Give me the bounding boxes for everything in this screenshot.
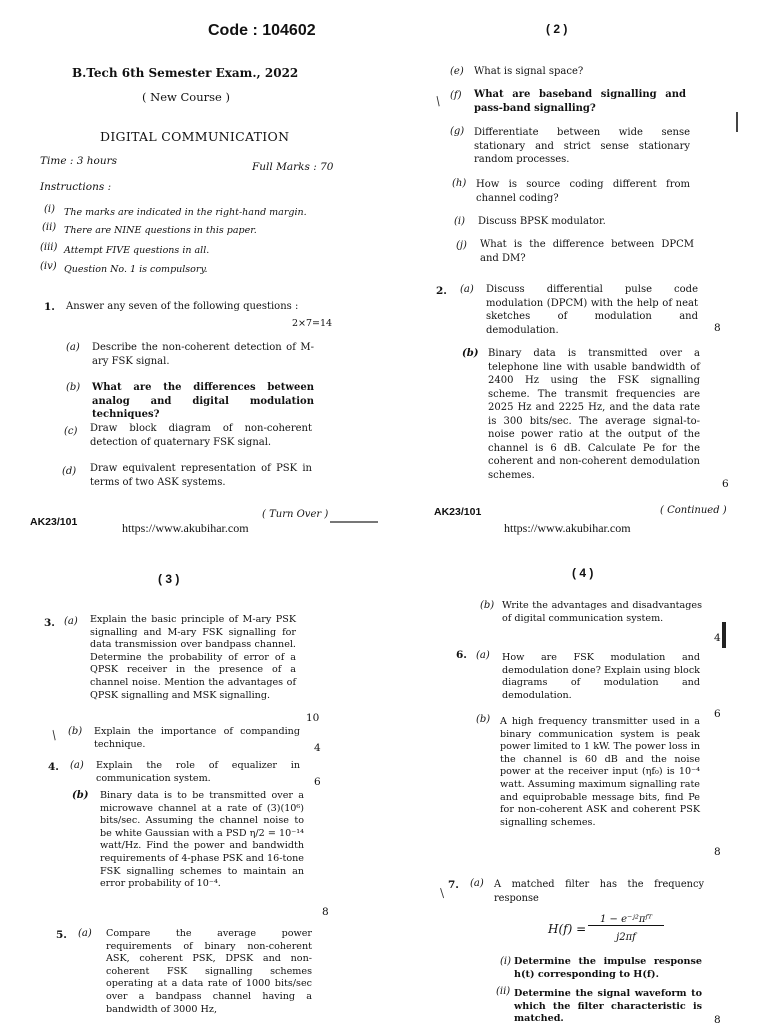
subpart-label: (ii): [496, 986, 511, 997]
instruction-number: (iv): [40, 261, 57, 272]
footer-code: AK23/101: [30, 516, 78, 528]
part-text: Write the advantages and disadvantages of digital communication system.: [502, 600, 702, 624]
source-url: https://www.akubihar.com: [122, 521, 249, 535]
question-number: 1.: [44, 301, 55, 313]
full-marks-label: Full Marks : 70: [252, 161, 334, 173]
subpart-label: (i): [500, 956, 512, 967]
course-label: ( New Course ): [142, 90, 230, 104]
part-label: (c): [64, 426, 78, 437]
part-text: A matched filter has the frequency response: [494, 879, 704, 904]
page-2: [384, 0, 768, 540]
part-text: Explain the basic principle of M-ary PSK signalling and M-ary FSK signalling for data transmission over bandpass channel. Determine the probability of error of a QPSK receiver in the presence of a channel noise. Mention the advantages of QPSK signalling and MSK signalling.: [90, 614, 296, 701]
part-label: (b): [72, 790, 89, 801]
part-text: How is source coding different from channel coding?: [476, 179, 690, 204]
part-text: Explain the role of equalizer in communication system.: [96, 760, 300, 784]
part-text: How are FSK modulation and demodulation done? Explain using block diagrams of modulation and demodulation.: [502, 652, 700, 701]
question-number: 4.: [48, 761, 59, 773]
part-label: (a): [66, 342, 80, 353]
question-number: 7.: [448, 879, 459, 891]
page-4: [384, 540, 768, 1024]
part-text: What are baseband signalling and pass-band signalling?: [474, 89, 686, 114]
part-label: (a): [64, 616, 78, 627]
instruction-text: Question No. 1 is compulsory.: [64, 264, 208, 275]
part-label: (a): [70, 760, 84, 771]
part-text: Differentiate between wide sense stationary and strict sense stationary random processes.: [474, 127, 690, 165]
part-label: (f): [450, 90, 462, 101]
question-text: Answer any seven of the following questions :: [66, 301, 299, 312]
footer-rule: [330, 521, 378, 523]
question-number: 3.: [44, 617, 55, 629]
part-text: A high frequency transmitter used in a binary communication system is peak power limited to 1 kW. The power loss in the channel is 60 dB and the noise power at the receiver input (ηf₀) is 10⁻⁴ watt. Assuming maximum signalling rate and equiprobable message bits, find Pe for non-coherent ASK and coherent PSK signalling schemes.: [500, 716, 700, 828]
page-number: ( 2 ): [546, 22, 568, 36]
part-label: (g): [450, 126, 465, 137]
time-label: Time : 3 hours: [40, 155, 118, 167]
exam-title: B.Tech 6th Semester Exam., 2022: [72, 66, 299, 80]
instructions-heading: Instructions :: [40, 181, 112, 193]
part-marks: 8: [714, 846, 721, 858]
question-marks: 2×7=14: [292, 318, 333, 329]
part-text: Draw block diagram of non-coherent detection of quaternary FSK signal.: [90, 423, 312, 448]
page-number: ( 3 ): [158, 572, 180, 586]
pen-mark: /: [48, 727, 60, 743]
instruction-text: The marks are indicated in the right-hand margin.: [64, 207, 307, 218]
part-label: (b): [66, 382, 81, 393]
part-label: (j): [456, 240, 467, 251]
part-marks: 6: [314, 776, 321, 788]
part-text: Discuss differential pulse code modulation (DPCM) with the help of neat sketches of modulation and demodulation.: [486, 284, 698, 336]
part-label: (b): [480, 600, 495, 611]
part-marks: 8: [714, 322, 721, 334]
subpart-text: Determine the impulse response h(t) corresponding to H(f).: [514, 956, 702, 980]
part-marks: 8: [322, 906, 329, 918]
part-marks: 6: [722, 478, 729, 490]
part-marks: 8: [714, 1014, 721, 1024]
part-text: What is signal space?: [474, 66, 584, 77]
page-3: [0, 540, 384, 1024]
question-number: 6.: [456, 649, 467, 661]
formula-numerator: 1 − e⁻ʲ²πᶠᵀ: [588, 914, 664, 926]
instruction-number: (ii): [42, 222, 57, 233]
subject-title: DIGITAL COMMUNICATION: [100, 129, 290, 144]
part-label: (h): [452, 178, 467, 189]
pen-mark: /: [436, 886, 448, 900]
source-url: https://www.akubihar.com: [504, 521, 631, 535]
part-text: Binary data is transmitted over a telephone line with usable bandwidth of 2400 Hz using the FSK signalling scheme. The transmit frequencies are 2025 Hz and 2225 Hz, and the data rate is 300 bits/sec. The average signal-to-noise power ratio at the output of the channel is 6 dB. Calculate Pe for the coherent and non-coherent demodulation schemes.: [488, 348, 700, 481]
part-marks: 4: [314, 742, 321, 754]
question-number: 2.: [436, 285, 447, 297]
part-label: (a): [460, 284, 474, 295]
part-label: (a): [470, 878, 484, 889]
part-text: Describe the non-coherent detection of M-ary FSK signal.: [92, 342, 314, 367]
page-number: ( 4 ): [572, 566, 594, 580]
instruction-text: There are NINE questions in this paper.: [64, 225, 257, 236]
part-label: (b): [476, 714, 491, 725]
page-1: [0, 0, 384, 540]
part-label: (a): [476, 650, 490, 661]
formula-denominator: j2πf: [616, 932, 636, 943]
part-label: (e): [450, 66, 464, 77]
part-marks: 4: [714, 632, 721, 644]
part-text: Discuss BPSK modulator.: [478, 216, 606, 227]
subpart-text: Determine the signal waveform to which the filter characteristic is matched.: [514, 988, 702, 1024]
part-text: Binary data is to be transmitted over a microwave channel at a rate of (3)(10⁶) bits/sec. Assuming the channel noise to be white Gaussian with a PSD η/2 = 10⁻¹⁴ watt/Hz. Find the power and bandwidth requirements of 4-phase PSK and 16-tone FSK signalling schemes to maintain an error probability of 10⁻⁴.: [100, 790, 304, 890]
part-text: What are the differences between analog and digital modulation techniques?: [92, 382, 314, 420]
pen-mark: /: [432, 93, 444, 109]
part-label: (b): [462, 348, 479, 359]
part-label: (d): [62, 466, 77, 477]
turn-over-label: ( Turn Over ): [262, 509, 329, 520]
formula-lhs: H(f) =: [548, 922, 587, 936]
part-text: Explain the importance of companding technique.: [94, 726, 300, 750]
part-label: (a): [78, 928, 92, 939]
footer-code: AK23/101: [434, 506, 482, 518]
part-label: (b): [68, 726, 83, 737]
continued-label: ( Continued ): [660, 505, 727, 516]
part-text: Compare the average power requirements of binary non-coherent ASK, coherent PSK, DPSK and non-coherent FSK signalling schemes operating at a data rate of 1000 bits/sec over a bandpass channel having a bandwidth of 3000 Hz,: [106, 928, 312, 1015]
instruction-number: (i): [44, 204, 56, 215]
instruction-text: Attempt FIVE questions in all.: [64, 245, 210, 256]
instruction-number: (iii): [40, 242, 58, 253]
part-marks: 10: [306, 712, 320, 724]
paper-code: Code : 104602: [208, 22, 316, 39]
margin-mark: [722, 622, 726, 648]
part-marks: 6: [714, 708, 721, 720]
margin-mark: [736, 112, 738, 132]
part-text: Draw equivalent representation of PSK in terms of two ASK systems.: [90, 463, 312, 488]
part-text: What is the difference between DPCM and DM?: [480, 239, 694, 264]
part-label: (i): [454, 216, 466, 227]
question-number: 5.: [56, 929, 67, 941]
